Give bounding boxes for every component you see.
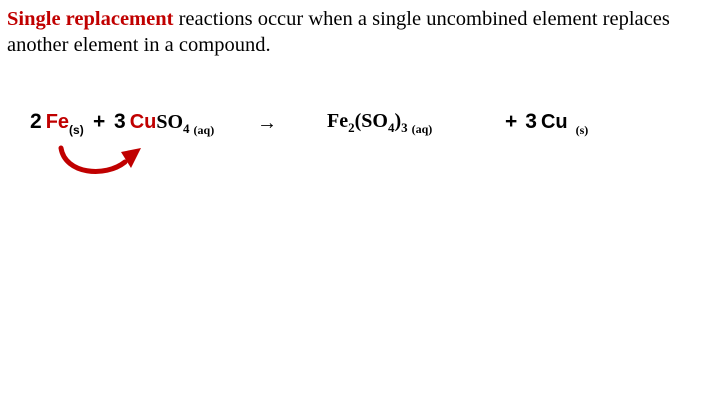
product-sulfate-subscript: 4 <box>387 120 395 135</box>
copper-symbol: Cu <box>129 111 157 133</box>
copper-product-state: (s) <box>575 123 589 137</box>
product-iron-symbol: Fe <box>327 110 349 132</box>
product-group-subscript: 3 <box>401 120 408 135</box>
product-paren-close: ) <box>394 110 402 132</box>
copper-sulfate-coefficient: 3 <box>114 110 126 133</box>
intro-text: reactions occur when a single uncombined element replaces another element in a compound. <box>7 8 670 56</box>
reactant-iron <box>30 110 84 137</box>
plus-1: + <box>93 110 106 133</box>
plus-2: + <box>505 110 518 133</box>
product-copper <box>505 110 589 137</box>
product-iron-sulfate <box>327 110 433 136</box>
yield-arrow <box>257 112 277 135</box>
iron-state: (s) <box>69 123 84 137</box>
product-iron-sulfate-state: (aq) <box>411 122 433 136</box>
intro-paragraph <box>7 6 713 58</box>
iron-symbol: Fe <box>45 111 70 133</box>
key-term: Single replacement <box>7 8 174 30</box>
product-iron-subscript: 2 <box>348 120 355 135</box>
reactant-copper-sulfate <box>114 110 215 137</box>
copper-sulfate-state: (aq) <box>193 123 215 137</box>
sulfate-symbol: SO <box>156 111 184 133</box>
iron-coefficient: 2 <box>30 110 42 133</box>
sulfate-subscript: 4 <box>183 121 190 136</box>
replacement-arrow-icon <box>55 140 155 180</box>
copper-product-symbol: Cu <box>540 111 568 133</box>
arrow-symbol: → <box>257 112 277 134</box>
copper-product-coefficient: 3 <box>525 110 537 133</box>
product-sulfate-open: (SO <box>354 110 388 132</box>
plus-sign-1 <box>93 110 105 134</box>
